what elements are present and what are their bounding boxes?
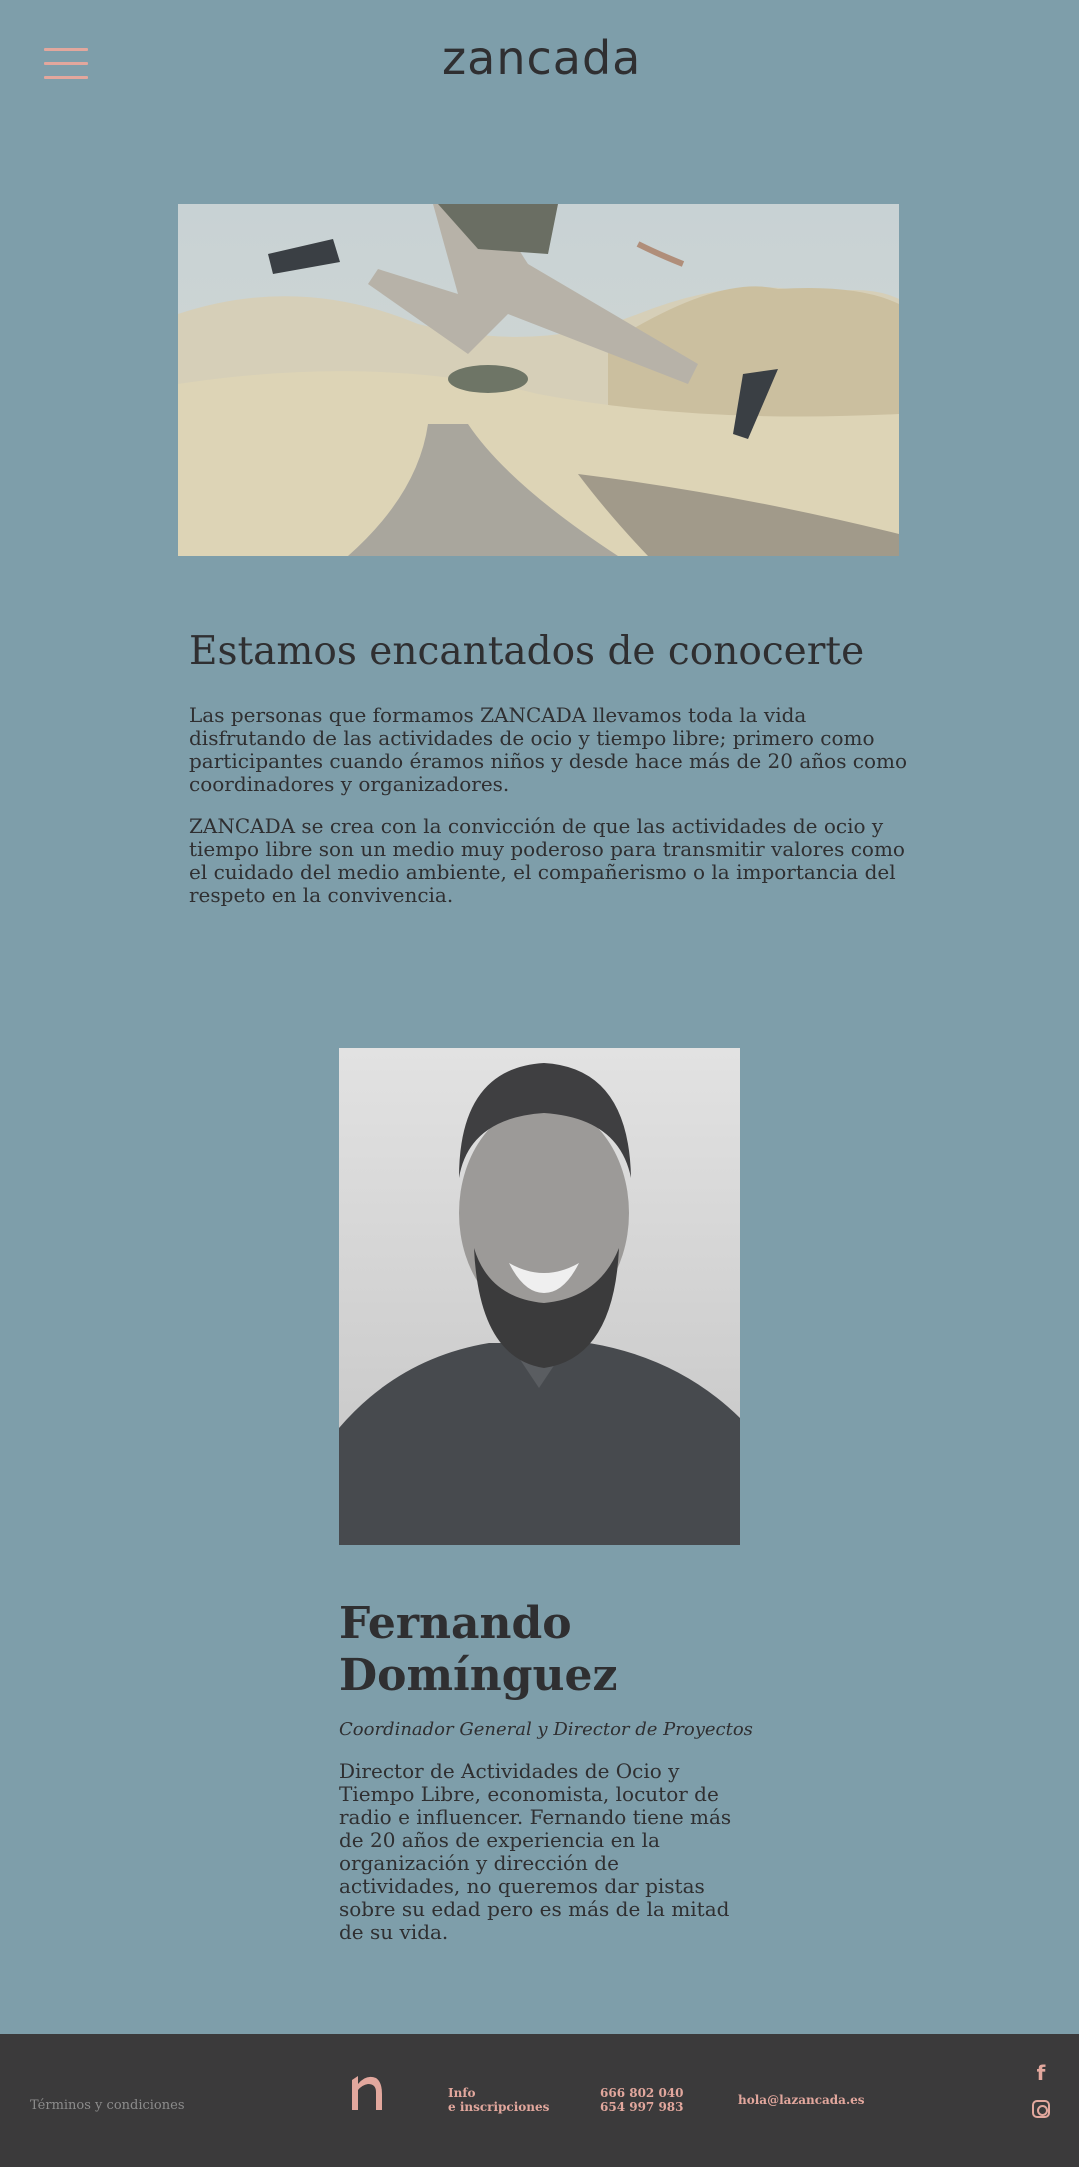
facebook-icon[interactable]: f [1036,2061,1046,2085]
team-member-first-name: Fernando [339,1598,572,1649]
email-link[interactable]: hola@lazancada.es [738,2093,865,2107]
site-footer [0,2034,1079,2167]
phone-numbers [600,2086,684,2114]
team-member-role: Coordinador General y Director de Proyectos [339,1719,753,1740]
team-member-name [339,1598,759,1702]
terms-link[interactable]: Términos y condiciones [30,2098,185,2113]
hero-photo [178,204,899,556]
team-member-photo [339,1048,740,1545]
info-line-2: e inscripciones [448,2100,550,2114]
portrait-photo [339,1048,740,1545]
intro-title: Estamos encantados de conocerte [189,629,865,674]
hero-image [178,204,899,556]
logo-text: zancada [442,31,642,85]
site-logo[interactable] [442,30,642,86]
team-member-last-name: Domínguez [339,1650,618,1701]
phone-2[interactable]: 654 997 983 [600,2100,684,2114]
info-line-1: Info [448,2086,476,2100]
info-inscripciones [448,2086,549,2114]
team-member-bio: Director de Actividades de Ocio y Tiempo Libre, economista, locutor de radio e influencer. Fernando tiene más de 20 años de experiencia en la organización y dirección de actividades, no queremos dar pistas sobre su edad pero es más de la mitad de su vida. [339,1759,732,1944]
intro-paragraph-2: ZANCADA se crea con la convicción de que las actividades de ocio y tiempo libre son un medio muy poderoso para transmitir valores como el cuidado del medio ambiente, el compañerismo o la importancia del respeto en la convivencia. [189,814,905,907]
phone-1[interactable]: 666 802 040 [600,2086,684,2100]
instagram-icon[interactable] [1032,2100,1050,2118]
footer-logo-icon [348,2070,388,2114]
hamburger-menu-icon[interactable] [44,48,88,80]
intro-paragraph-1: Las personas que formamos ZANCADA llevamos toda la vida disfrutando de las actividades de ocio y tiempo libre; primero como participantes cuando éramos niños y desde hace más de 20 años como coordinadores y organizadores. [189,703,908,796]
